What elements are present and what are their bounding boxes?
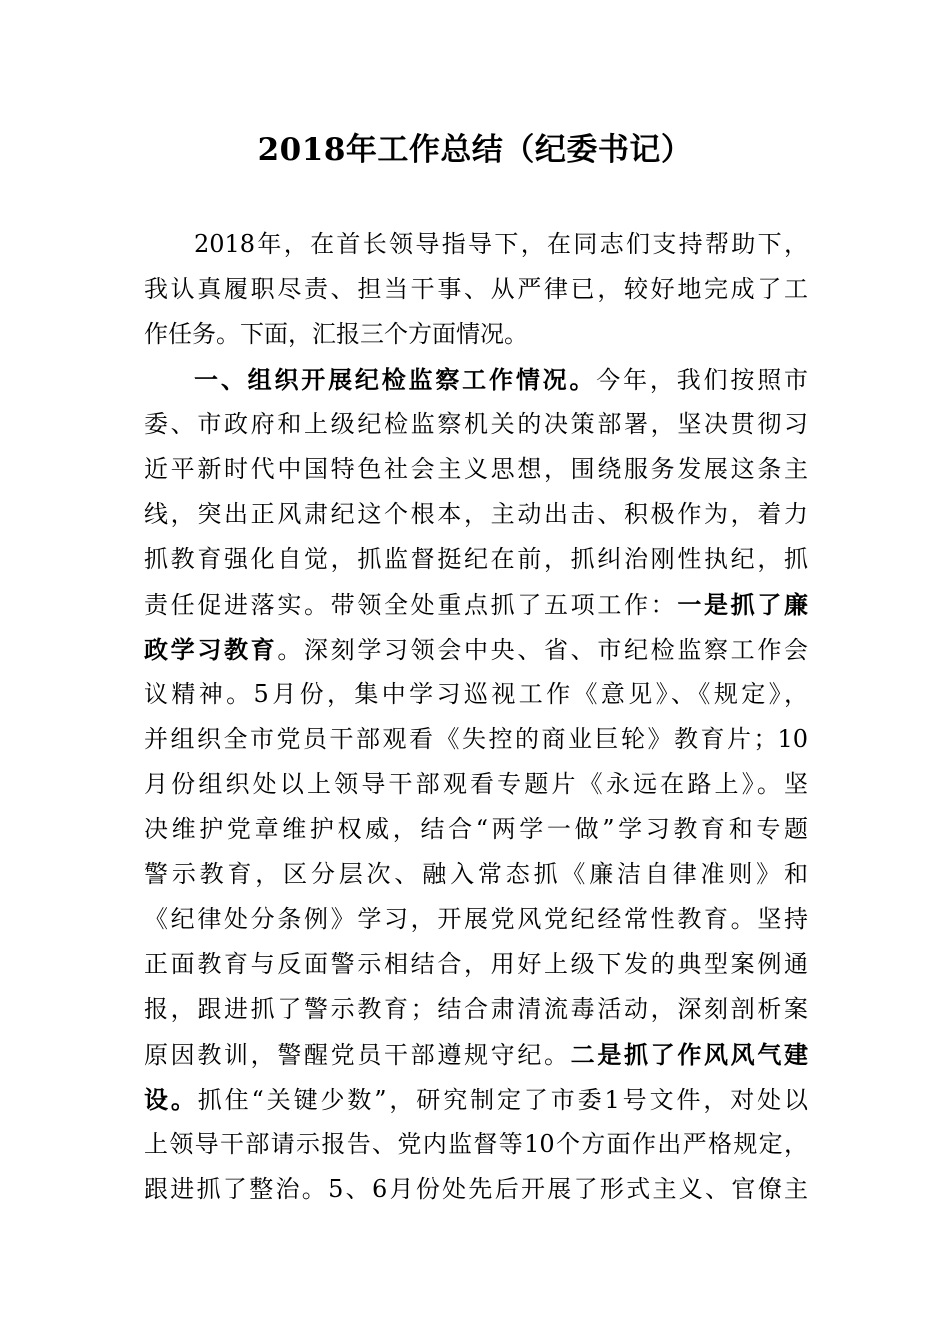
text-line [144,1077,808,1122]
text-line [144,537,808,582]
text-run: 。深刻学习领会中央、省、市纪检监察工作会 [277,636,808,664]
text-run: 今年，我们按照市 [596,366,808,394]
text-run: 责任促进落实。带领全处重点抓了五项工作： [144,591,678,619]
document-title: 2018年工作总结（纪委书记） [257,132,693,168]
bold-text-run: 政学习教育 [144,635,278,664]
bold-text-run: 一是抓了廉 [677,590,808,619]
bold-text-run: 设。 [144,1085,198,1114]
text-run: 跟进抓了整治。5、6月份处先后开展了形式主义、官僚主 [144,1175,808,1203]
text-run: 近平新时代中国特色社会主义思想，围绕服务发展这条主 [144,455,808,483]
text-run: 作任务。下面，汇报三个方面情况。 [144,320,528,348]
text-run: 抓住“关键少数”，研究制定了市委1号文件，对处以 [197,1086,808,1114]
text-line [144,762,808,807]
text-run: 决维护党章维护权威，结合“两学一做”学习教育和专题 [144,815,808,843]
bold-text-run: 一、组织开展纪检监察工作情况。 [194,365,597,394]
text-run: 我认真履职尽责、担当干事、从严律已，较好地完成了工 [144,275,808,303]
text-line [144,582,808,627]
text-line [144,807,808,852]
text-line [144,447,808,492]
text-line [144,852,808,897]
text-line [144,402,808,447]
text-run: 抓教育强化自觉，抓监督挺纪在前，抓纠治刚性执纪，抓 [144,545,808,573]
text-line [144,1032,808,1077]
text-line [194,357,808,402]
text-run: 议精神。5月份，集中学习巡视工作《意见》、《规定》， [144,680,808,708]
text-run: 报，跟进抓了警示教育；结合肃清流毒活动，深刻剖析案 [144,995,808,1023]
text-line [144,627,808,672]
text-run: 委、市政府和上级纪检监察机关的决策部署，坚决贯彻习 [144,410,808,438]
text-line [194,222,808,267]
text-run: 警示教育，区分层次、融入常态抓《廉洁自律准则》和 [144,860,808,888]
text-run: 《纪律处分条例》学习，开展党风党纪经常性教育。坚持 [144,905,808,933]
bold-text-run: 二是抓了作风风气建 [570,1040,808,1069]
text-line [144,897,808,942]
text-run: 月份组织处以上领导干部观看专题片《永远在路上》。坚 [144,770,808,798]
text-run: 原因教训，警醒党员干部遵规守纪。 [144,1041,571,1069]
text-run: 线，突出正风肃纪这个根本，主动出击、积极作为，着力 [144,500,808,528]
text-line [144,942,808,987]
text-line [144,492,808,537]
text-line [144,672,808,717]
text-run: 正面教育与反面警示相结合，用好上级下发的典型案例通 [144,950,808,978]
text-run: 并组织全市党员干部观看《失控的商业巨轮》教育片；10 [144,725,808,753]
text-run: 2018年，在首长领导指导下，在同志们支持帮助下， [194,230,808,258]
text-line [144,1122,808,1167]
text-line [144,312,808,357]
text-line [144,717,808,762]
text-run: 上领导干部请示报告、党内监督等10个方面作出严格规定， [144,1130,808,1158]
text-line [144,987,808,1032]
text-line [144,1167,808,1212]
text-line [144,267,808,312]
